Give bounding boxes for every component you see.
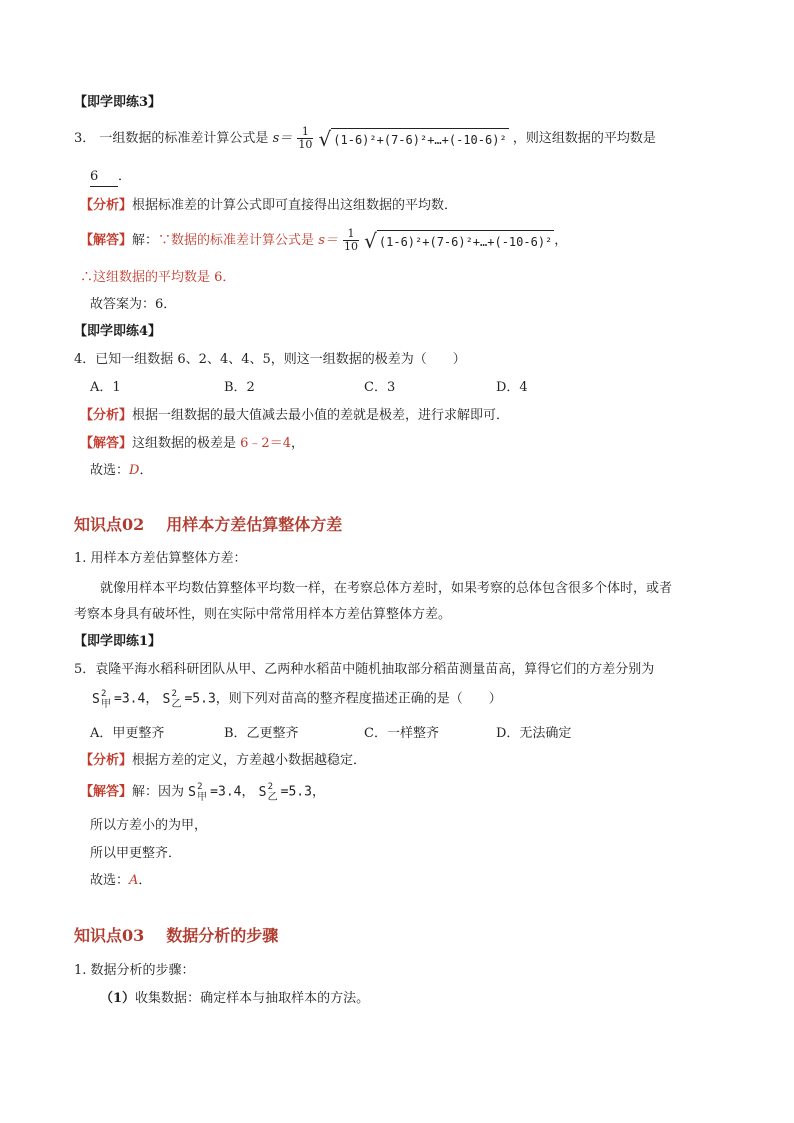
final-answer: 故选：A． — [90, 873, 152, 888]
question-4: 4．已知一组数据 6、2、4、4、5，则这一组数据的极差为（ ） — [74, 352, 466, 367]
solution-expression: 6﹣2＝4 — [240, 436, 291, 451]
choice-d: D．4 — [496, 380, 528, 395]
analysis-4 — [80, 407, 509, 425]
list-item: 1. 数据分析的步骤： — [74, 963, 195, 978]
analysis-label: 【分析】 — [80, 753, 133, 768]
heading-number: 知识点03 — [74, 926, 145, 945]
variance-symbol-yi: S 2 乙 — [258, 782, 278, 803]
section-heading — [74, 925, 278, 947]
radicand: (1-6)²+(7-6)²+…+(-10-6)² — [331, 128, 508, 150]
exercise-tag: 【即学即练3】 — [74, 95, 162, 110]
reasoning-line: 所以方差小的为甲， — [90, 818, 208, 833]
question-3 — [74, 124, 656, 154]
final-choice: D — [129, 463, 140, 478]
final-answer: 故选：D． — [90, 463, 153, 478]
question-text: 一组数据的标准差计算公式是 — [99, 131, 269, 146]
analysis-label: 【分析】 — [80, 198, 133, 213]
question-number: 3． — [74, 131, 96, 146]
choice-c: C．一样整齐 — [364, 726, 439, 741]
square-root: √ (1-6)²+(7-6)²+…+(-10-6)² — [364, 228, 553, 253]
final-answer: 故答案为：6． — [90, 297, 177, 312]
choice-a: A．甲更整齐 — [90, 726, 165, 741]
choice-c: C．3 — [364, 380, 396, 395]
answer-line: 6 ． — [90, 168, 131, 187]
choice-d: D．无法确定 — [496, 726, 572, 741]
answer-blank: 6 — [90, 168, 118, 187]
list-item: 1. 用样本方差估算整体方差： — [74, 551, 247, 566]
question-5-line2: S 2 甲 =3.4， S 2 乙 =5.3，则下列对苗高的整齐程度描述正确的是（ ） — [92, 689, 502, 710]
paragraph-line: 就像用样本平均数估算整体平均数一样，在考察总体方差时，如果考察的总体包含很多个体时，或者 — [100, 581, 673, 596]
heading-number: 知识点02 — [74, 515, 145, 534]
formula-s: s＝ — [272, 131, 293, 146]
solution-4: 【解答】这组数据的极差是 6﹣2＝4， — [80, 436, 304, 451]
choice-b: B．乙更整齐 — [224, 726, 299, 741]
heading-title: 用样本方差估算整体方差 — [166, 515, 343, 534]
exercise-tag: 【即学即练1】 — [74, 634, 162, 649]
solution-label: 【解答】 — [80, 436, 133, 451]
analysis-text: 根据方差的定义，方差越小数据越稳定． — [132, 753, 367, 768]
reasoning-line: 所以甲更整齐． — [90, 846, 182, 861]
heading-title: 数据分析的步骤 — [166, 926, 279, 945]
step-item: （1）收集数据：确定样本与抽取样本的方法。 — [100, 991, 370, 1006]
analysis-label: 【分析】 — [80, 408, 133, 423]
analysis-text: 根据一组数据的最大值减去最小值的差就是极差，进行求解即可． — [132, 408, 510, 423]
variance-symbol-yi: S 2 乙 — [162, 689, 182, 710]
solution-text: ∵数据的标准差计算公式是 — [158, 233, 315, 248]
paragraph-line: 考察本身具有破坏性，则在实际中常常用样本方差估算整体方差。 — [74, 607, 452, 622]
final-choice: A — [129, 873, 139, 888]
exercise-tag: 【即学即练4】 — [74, 324, 162, 339]
fraction: $\frac{1}{10}$ — [298, 125, 313, 151]
square-root: √ (1-6)²+(7-6)²+…+(-10-6)² — [318, 126, 507, 151]
solution-label: 【解答】 — [80, 784, 133, 800]
choice-b: B．2 — [224, 380, 255, 395]
analysis-text: 根据标准差的计算公式即可直接得出这组数据的平均数． — [132, 198, 458, 213]
question-5-line1: 5．袁隆平海水稻科研团队从甲、乙两种水稻苗中随机抽取部分稻苗测量苗高，算得它们的方差分别为 — [74, 662, 655, 677]
solution-3: 【解答】解：∵数据的标准差计算公式是 s＝ $\frac{1}{10}$ √ (1-6)²+(7-6)²+…+(-10-6)² ， — [80, 227, 568, 253]
analysis-3 — [80, 197, 457, 215]
question-tail: ，则这组数据的平均数是 — [512, 131, 656, 146]
solution-label: 【解答】 — [80, 233, 133, 248]
analysis-5 — [80, 752, 366, 770]
variance-symbol-jia: S 2 甲 — [188, 782, 208, 803]
fraction: $\frac{1}{10}$ — [344, 227, 358, 253]
variance-symbol-jia: S 2 甲 — [92, 689, 111, 710]
choice-a: A．1 — [90, 380, 121, 395]
therefore-line: ∴这组数据的平均数是 6． — [80, 270, 236, 285]
step-label: 收集数据 — [135, 991, 188, 1006]
solution-5: 【解答】解：因为 S 2 甲 =3.4， S 2 乙 =5.3， — [80, 782, 325, 803]
section-heading — [74, 514, 342, 536]
